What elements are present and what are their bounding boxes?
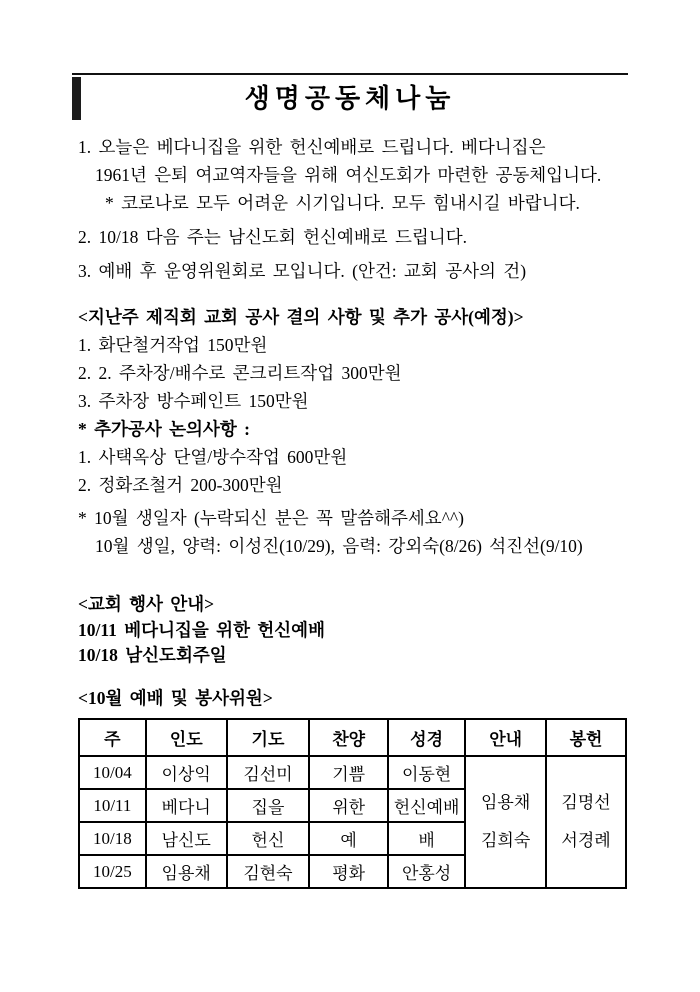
birthday-note: * 10월 생일자 (누락되신 분은 꼭 말씀해주세요^^) [78,508,464,528]
cell-praise: 평화 [309,855,388,888]
volunteers-section [72,684,628,889]
construction-discussion-heading: * 추가공사 논의사항 : [78,419,250,439]
construction-item: 3. 주차장 방수페인트 150만원 [78,391,309,411]
table-header-row [79,719,626,756]
volunteer-table [78,718,627,889]
col-header-leading: 인도 [146,719,227,756]
table-row [79,756,626,789]
cell-prayer: 헌신 [227,822,310,855]
offering-name: 서경례 [561,831,611,850]
page-title: 생명공동체나눔 [244,84,456,113]
construction-item: 1. 화단철거작업 150만원 [78,335,268,355]
offering-name: 김명선 [561,793,611,812]
guide-name: 김희숙 [480,831,531,850]
events-heading: <교회 행사 안내> [78,594,215,614]
cell-leading: 베다니 [146,789,227,822]
event-item: 10/11 베다니집을 위한 헌신예배 [78,620,325,640]
event-item: 10/18 남신도회주일 [78,645,227,665]
construction-discussion-item: 2. 정화조철거 200-300만원 [78,475,283,495]
col-header-scripture: 성경 [388,719,465,756]
guide-names [466,757,545,887]
birthday-list: 10월 생일, 양력: 이성진(10/29), 음력: 강외숙(8/26) 석진선(9/10) [95,536,583,556]
birthday-section [72,504,628,560]
cell-prayer: 김현숙 [227,855,310,888]
document-body [72,73,628,889]
cell-week: 10/04 [79,756,146,789]
construction-item: 2. 2. 주차장/배수로 콘크리트작업 300만원 [78,363,402,383]
cell-leading: 남신도 [146,822,227,855]
cell-week: 10/11 [79,789,146,822]
cell-leading: 이상익 [146,756,227,789]
col-header-praise: 찬양 [309,719,388,756]
col-header-offering: 봉헌 [546,719,626,756]
announcement-item: 2. 10/18 다음 주는 남신도회 헌신예배로 드립니다. [78,227,467,247]
cell-week: 10/18 [79,822,146,855]
cell-guide-merged [465,756,546,888]
offering-names [547,757,625,887]
guide-name: 임용채 [480,793,531,812]
cell-praise: 예 [309,822,388,855]
cell-prayer: 집을 [227,789,310,822]
cell-praise: 기쁨 [309,756,388,789]
volunteers-heading: <10월 예배 및 봉사위원> [78,688,273,708]
construction-section [72,303,628,499]
announcement-item-continuation: 1961년 은퇴 여교역자들을 위해 여신도회가 마련한 공동체입니다. [95,165,602,185]
title-block [72,73,628,123]
cell-scripture: 이동현 [388,756,465,789]
cell-scripture: 헌신예배 [388,789,465,822]
cell-prayer: 김선미 [227,756,310,789]
cell-leading: 임용채 [146,855,227,888]
cell-scripture: 안홍성 [388,855,465,888]
construction-discussion-item: 1. 사택옥상 단열/방수작업 600만원 [78,447,348,467]
col-header-week: 주 [79,719,146,756]
announcement-item: 1. 오늘은 베다니집을 위한 헌신예배로 드립니다. 베다니집은 [78,137,546,157]
cell-offering-merged [546,756,626,888]
cell-praise: 위한 [309,789,388,822]
col-header-prayer: 기도 [227,719,310,756]
col-header-guide: 안내 [465,719,546,756]
announcements-section [72,133,628,285]
cell-week: 10/25 [79,855,146,888]
title-accent-bar [72,77,81,120]
events-section [72,591,628,668]
cell-scripture: 배 [388,822,465,855]
announcement-item: 3. 예배 후 운영위원회로 모입니다. (안건: 교회 공사의 건) [78,261,527,281]
construction-heading: <지난주 제직회 교회 공사 결의 사항 및 추가 공사(예정)> [78,307,524,327]
announcement-note: * 코로나로 모두 어려운 시기입니다. 모두 힘내시길 바랍니다. [105,193,580,213]
